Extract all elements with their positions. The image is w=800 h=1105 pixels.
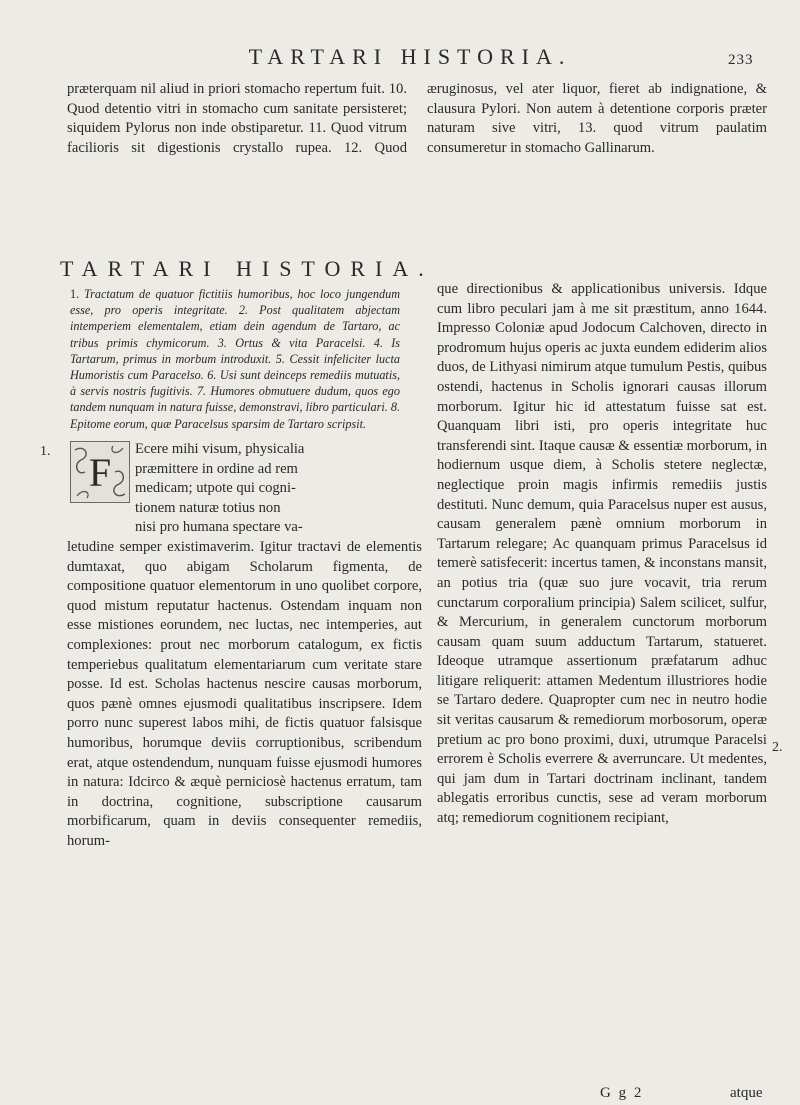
- text-line: præmittere in ordine ad rem: [135, 460, 298, 477]
- main-right-text: que directionibus & applicationibus universis. Idque cum libro peculari jam à me sit præstitum, anno 1644. Impresso Coloniæ apud Jodocum Calchoven, directo in prodromum hujus operis ac juxta eundem ediderim alios duos, de Lithyasi nimirum atque tumulum Pestis, quibus ostendi, hactenus in Scholis ignorari causas illorum morborum. Igitur hic id attestatum fuisse sat est. Quanquam libri isti, pro operis integritate huc transferendi sint. Itaque causæ & essentiæ morborum, in hodiernum usque diem, à Scholis stetere neglectæ, neglectique proin magis infirmis remediis justis destituti. Nunc demum, quia Paracelsus nuper est ausus, causam generalem pænè omnium morborum in Tartarum relegare; Ac quanquam primus Paracelsus id temerè satisfecerit: incertus tamen, & inconstans mansit, an potius tria (quæ suo jure vocavit, tria rerum cunctarum corporalium principia) Salem scilicet, sulfur, & Mercurium, in generalem cunctorum morborum causam quam suum adductum Tartarum, statueret. Ideoque utramque assertionum præfatarum adhuc litigare reliquerit: attamen Medentum illustriores hodie se Tartaro dedere. Quapropter cum nec in neutro hodie sit veritas causarum & remediorum morbosorum, operæ pretium ac pro bono proximi, duxi, utrumque Paracelsi errorem è Scholis everrere & averruncare. Ut medentes, qui jam dum in Tartari doctrinam inclinant, tandem ablegatis erroribus cunctis, sese ad veram morborum atq; remediorum cognitionem recipiant,: [437, 281, 767, 827]
- main-left-column: [67, 440, 422, 851]
- main-left-text: letudine semper existimaverim. Igitur tractavi de elementis dumtaxat, quo abigam Scholarum figmenta, de compositione quatuor elementorum in uno quolibet corpore, quod mistum reputatur hactenus. Ostendam inquam non esse mistiones eorundem, nec luctas, nec intemperies, aut complexiones: prout nec morborum catalogum, ex fictis temperiebus qualitatum elementariarum cum veritate stare posse. Id est. Scholas hactenus nescire causas morborum, quos pænè omnes ejusmodi qualitatibus inscripsere. Idem porro nunc superest labos mihi, de fictis quatuor falsisque humoribus, horumque deviis corruptionibus, scribendum erat, atque ostendendum, nunquam fuisse ejusmodi humores in natura: Idcirco & æquè perniciosè hactenus erratum, tam in doctrina, cognitione, subscriptione causarum morbificarum, quam in deviis consequenter remediis, horum-: [67, 538, 422, 849]
- summary-number: 1.: [70, 287, 80, 301]
- text-line: medicam; utpote qui cogni-: [135, 480, 296, 497]
- top-left-paragraph: [67, 80, 767, 158]
- running-head: TARTARI HISTORIA.: [248, 44, 572, 69]
- page-number: 233: [728, 52, 754, 68]
- catchword: atque: [730, 1085, 763, 1101]
- lines-beside-initial: [67, 440, 422, 538]
- main-right-column: [437, 280, 767, 829]
- top-text: præterquam nil aliud in priori stomacho repertum fuit. 10. Quod detentio vitri in stomacho cum sanitate persisteret; siquidem Pylorus non inde obstiparetur. 11. Quod vitrum facilioris sit digestionis crystallo rupea. 12. Quod æruginosus, vel ater liquor, fieret ab indignatione, & clausura Pylori. Non autem à detentione corporis præter naturam sive vitri, 13. quod vitrum paulatim consumeretur in stomacho Gallinarum.: [67, 81, 767, 156]
- section-title: TARTARI HISTORIA.: [60, 256, 434, 281]
- margin-number-right: 2.: [772, 740, 783, 755]
- signature-mark: G g 2: [600, 1085, 644, 1101]
- text-line: Ecere mihi visum, physicalia: [135, 441, 305, 457]
- text-line: tionem naturæ totius non: [135, 499, 281, 516]
- margin-number-left: 1.: [40, 444, 51, 459]
- summary-text: Tractatum de quatuor fictitiis humoribus, hoc loco jungendum esse, pro operis integritate. 2. Post qualitatem abjectam intemperiem elementalem, etiam dein agendum de Tartaro, ac tribus primis chymicorum. 3. Ortus & vita Paracelsi. 4. Is Tartarum, primus in morbum introduxit. 5. Cessit infeliciter lucta Humoristis cum Paracelso. 6. Usi sunt deinceps remediis mutuatis, à servis nostris fugitivis. 7. Humores obmutuere dudum, quos ego tandem nunquam in natura fuisse, demonstravi, libro particulari. 8. Epitome eorum, quæ Paracelsus sparsim de Tartaro scripsit.: [70, 287, 400, 431]
- initial-letter: F: [88, 449, 112, 495]
- chapter-summary: [70, 286, 400, 432]
- text-line: nisi pro humana spectare va-: [135, 519, 303, 536]
